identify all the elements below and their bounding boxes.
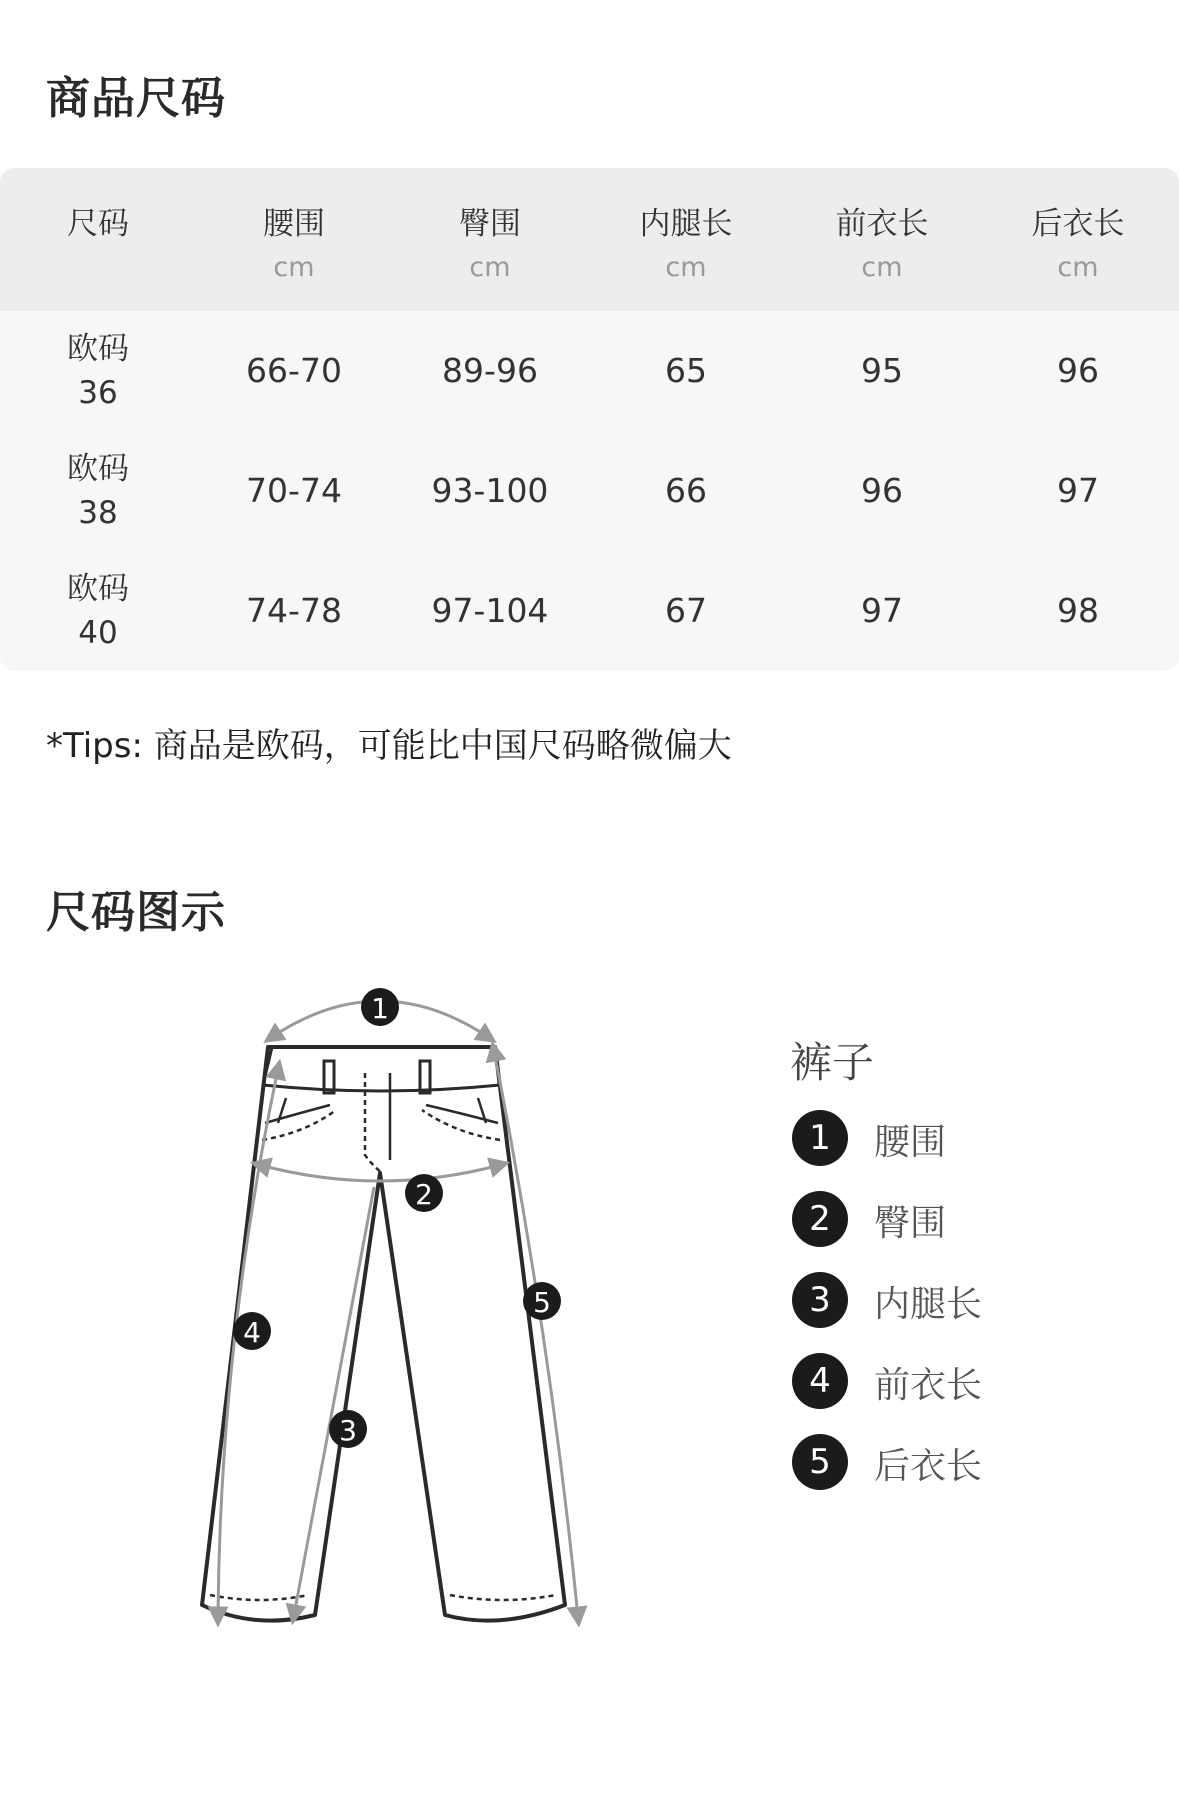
- page-title: 商品尺码: [46, 73, 226, 124]
- size-label-region: 欧码: [67, 451, 129, 487]
- value-cell: 93-100: [431, 471, 549, 510]
- table-row: [0, 551, 1179, 671]
- legend-label: 前衣长: [874, 1365, 983, 1406]
- value-cell: 97-104: [431, 591, 549, 630]
- value-cell: 89-96: [442, 351, 538, 390]
- svg-text:4: 4: [243, 1316, 261, 1349]
- value-cell: 97: [861, 591, 903, 630]
- header-cell: [196, 168, 392, 286]
- header-unit: cm: [861, 252, 903, 283]
- value-cell: 66-70: [246, 351, 342, 390]
- marker-1: [361, 988, 399, 1026]
- size-cell: [0, 447, 196, 535]
- size-label-region: 欧码: [67, 331, 129, 367]
- value-cell: 96: [1057, 351, 1099, 390]
- marker-3: [329, 1410, 367, 1448]
- value-cell: 97: [1057, 471, 1099, 510]
- marker-4: [233, 1312, 271, 1350]
- header-cell: [980, 168, 1176, 286]
- header-name: 前衣长: [835, 206, 929, 242]
- header-cell: [392, 168, 588, 286]
- header-cell: [0, 168, 196, 244]
- header-name: 内腿长: [639, 206, 733, 242]
- size-label-number: 36: [78, 375, 118, 411]
- svg-text:1: 1: [371, 992, 389, 1025]
- marker-5: [523, 1282, 561, 1320]
- size-label-number: 38: [78, 495, 118, 531]
- diagram-title: 尺码图示: [46, 887, 226, 938]
- header-unit: cm: [1057, 252, 1099, 283]
- legend-label: 内腿长: [874, 1284, 983, 1325]
- belt-loops: [324, 1061, 430, 1093]
- value-cell: 67: [665, 591, 707, 630]
- value-cell: 98: [1057, 591, 1099, 630]
- header-name: 臀围: [459, 206, 521, 242]
- size-cell: [0, 327, 196, 415]
- legend-title: 裤子: [790, 1038, 875, 1087]
- header-cell: [588, 168, 784, 286]
- svg-text:2: 2: [415, 1178, 433, 1211]
- legend-label: 后衣长: [874, 1446, 983, 1487]
- value-cell: 96: [861, 471, 903, 510]
- size-cell: [0, 567, 196, 655]
- value-cell: 95: [861, 351, 903, 390]
- header-cell: [784, 168, 980, 286]
- value-cell: 66: [665, 471, 707, 510]
- header-unit: cm: [469, 252, 511, 283]
- header-name: 尺码: [67, 206, 129, 242]
- svg-text:5: 5: [533, 1286, 551, 1319]
- table-row: [0, 431, 1179, 551]
- value-cell: 74-78: [246, 591, 342, 630]
- table-header: [0, 168, 1179, 311]
- pants-diagram: [190, 965, 600, 1635]
- size-table: [0, 168, 1179, 671]
- legend-label: 腰围: [874, 1122, 947, 1163]
- header-name: 后衣长: [1031, 206, 1125, 242]
- value-cell: 65: [665, 351, 707, 390]
- svg-text:3: 3: [339, 1414, 357, 1447]
- header-name: 腰围: [263, 206, 325, 242]
- value-cell: 70-74: [246, 471, 342, 510]
- legend-number: 4: [792, 1353, 848, 1409]
- marker-2: [405, 1174, 443, 1212]
- table-row: [0, 311, 1179, 431]
- legend-label: 臀围: [874, 1203, 947, 1244]
- legend-number: 2: [792, 1191, 848, 1247]
- legend-number: 5: [792, 1434, 848, 1490]
- header-unit: cm: [665, 252, 707, 283]
- header-unit: cm: [273, 252, 315, 283]
- size-tips: *Tips: 商品是欧码，可能比中国尺码略微偏大: [46, 726, 732, 766]
- legend-number: 3: [792, 1272, 848, 1328]
- legend-number: 1: [792, 1110, 848, 1166]
- size-label-region: 欧码: [67, 571, 129, 607]
- size-label-number: 40: [78, 615, 118, 651]
